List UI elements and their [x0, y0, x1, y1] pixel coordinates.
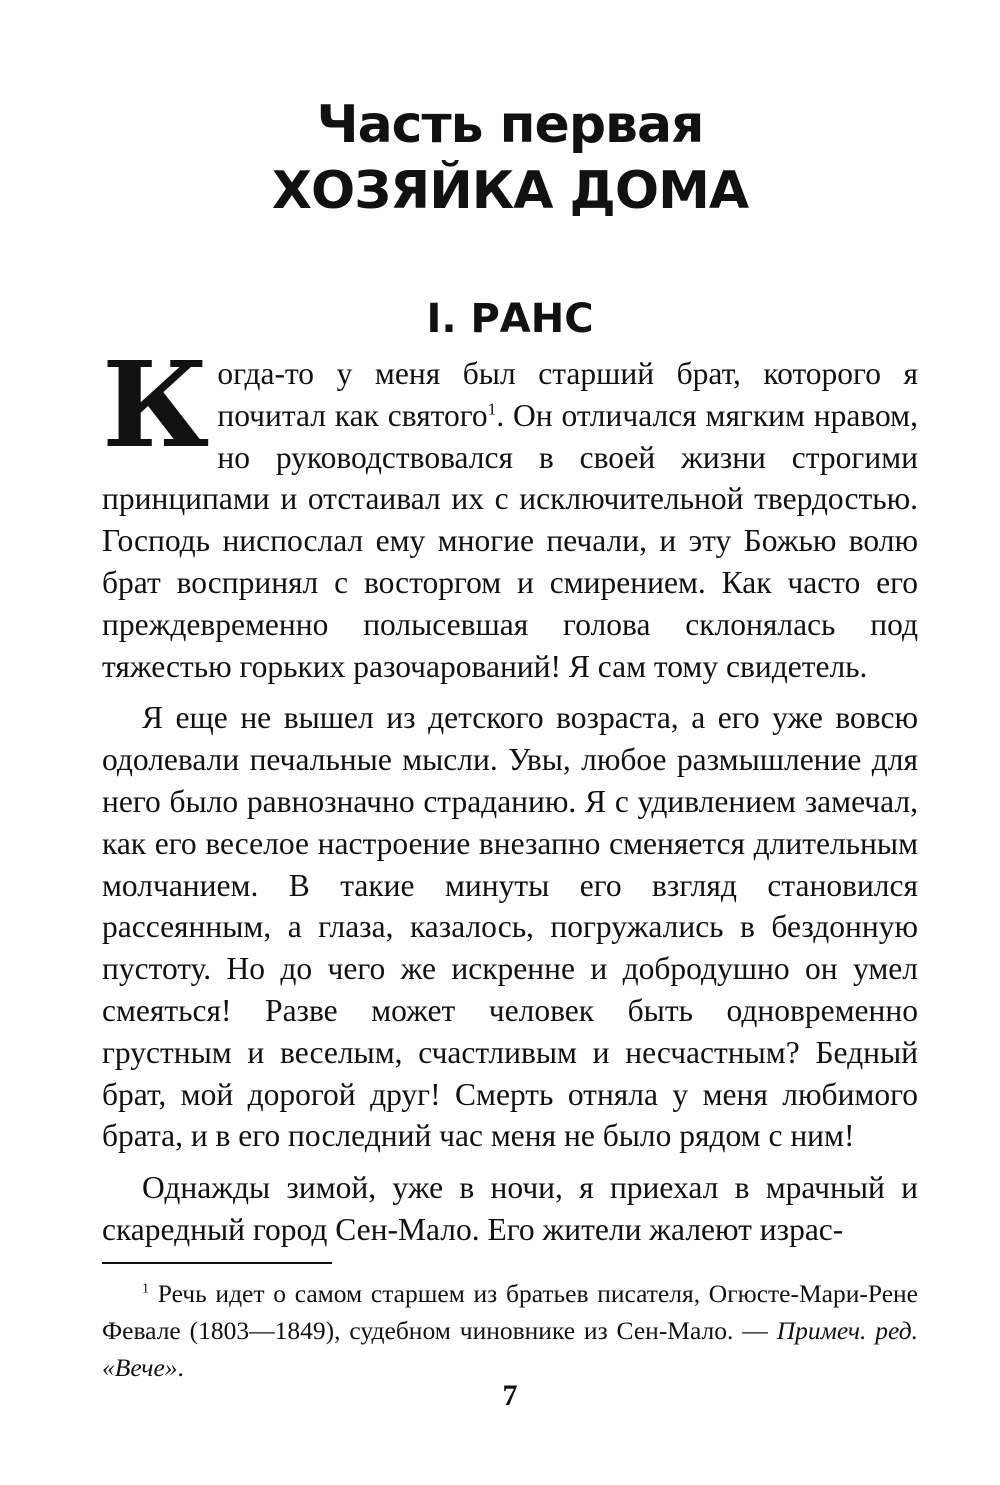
drop-cap: К — [102, 335, 210, 474]
book-page — [102, 0, 918, 1485]
footnote-end: . — [177, 1353, 184, 1382]
footnote-text: Речь идет о самом старшем из братьев писателя, Огюсте-Мари-Рене Февале (1803—1849), судебном чиновнике из Сен-Мало. — — [102, 1279, 918, 1345]
page-number: 7 — [502, 1379, 518, 1412]
body-text — [102, 335, 918, 1261]
footnote-divider — [102, 1262, 332, 1264]
footnote — [102, 1275, 918, 1386]
part-title-line-2: ХОЗЯЙКА ДОМА — [271, 161, 749, 221]
paragraph-1-text-start: огда-то у меня был старший брат, которого я почитал как святого — [217, 356, 918, 433]
paragraph-1 — [102, 335, 918, 687]
footnote-reference[interactable]: 1 — [487, 399, 497, 419]
footnote-marker: 1 — [142, 1281, 150, 1297]
footnote-editor-note: Примеч. ред. «Вече» — [102, 1316, 919, 1382]
paragraph-2: Я еще не вышел из детского возраста, а его уже вовсю одолевали печальные мысли. Увы, любое размышление для него было равнозначно страданию. Я с удивлением замечал, как его веселое настроение внезапно сменяется длительным молчанием. В такие минуты его взгляд становился рассеянным, а глаза, казалось, погружались в бездонную пустоту. Но до чего же искренне и добродушно он умел смеяться! Разве может человек быть одновременно грустным и веселым, счастливым и несчастным? Бедный брат, мой дорогой друг! Смерть отняла у меня любимого брата, и в его последний час меня не было рядом с ним! — [102, 700, 918, 1154]
paragraph-3: Однажды зимой, уже в ночи, я приехал в мрачный и скаредный город Сен-Мало. Его жители жалеют израс- — [102, 1170, 918, 1247]
chapter-title: I. РАНС — [426, 296, 594, 342]
part-title-line-1: Часть первая — [316, 95, 704, 155]
part-title — [102, 92, 918, 224]
paragraph-1-text-end: . Он отличался мягким нравом, но руководствовался в своей жизни строгими принципами и отстаивал их с исключительной твердостью. Господь ниспослал ему многие печали, и эту Божью волю брат воспринял с восторгом и смирением. Как часто его преждевременно полысевшая голова склонялась под тяжестью горьких разочарований! Я сам тому свидетель. — [102, 397, 918, 684]
